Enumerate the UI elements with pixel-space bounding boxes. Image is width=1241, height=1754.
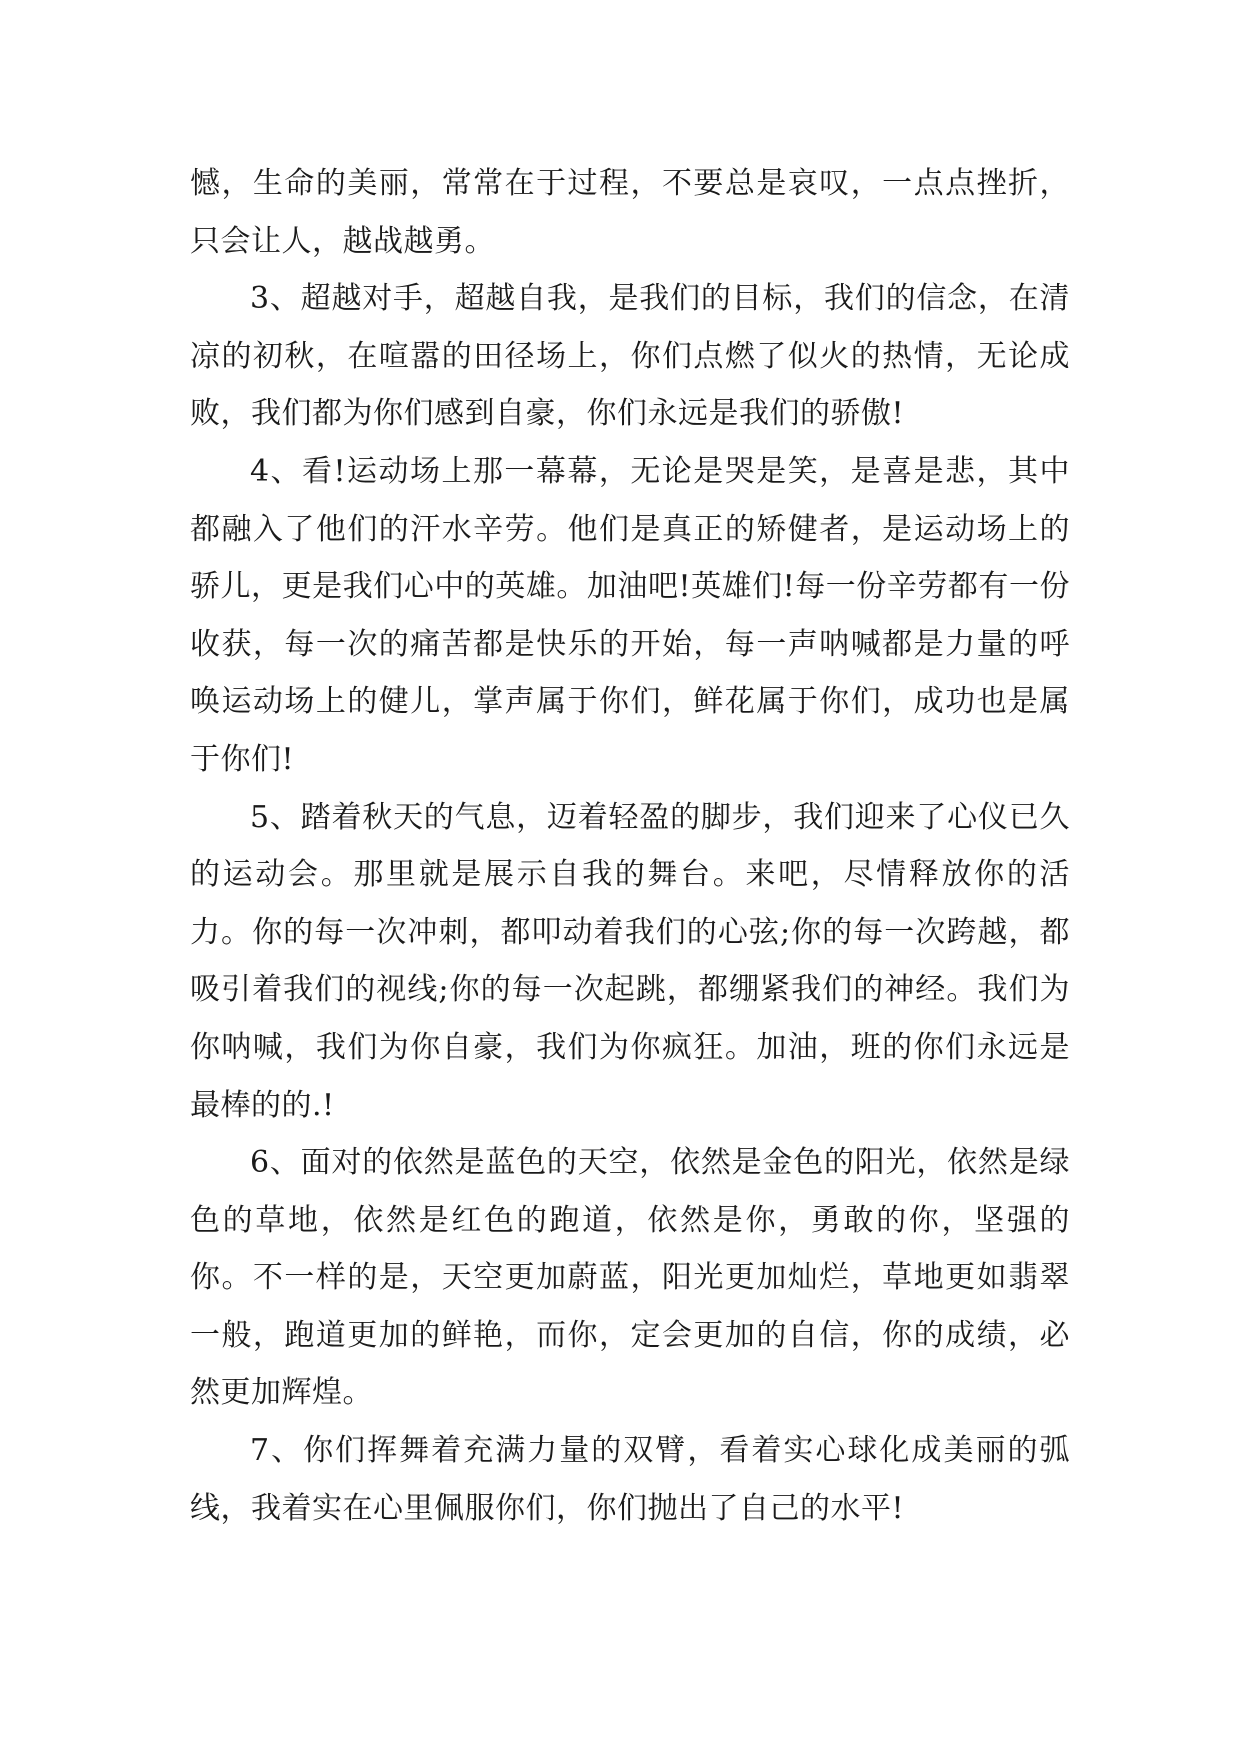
paragraph-continuation: 憾，生命的美丽，常常在于过程，不要总是哀叹，一点点挫折，只会让人，越战越勇。 — [190, 166, 1070, 259]
document-body — [190, 155, 1070, 1537]
paragraph-3: 3、超越对手，超越自我，是我们的目标，我们的信念，在清凉的初秋，在喧嚣的田径场上，你们点燃了似火的热情，无论成败，我们都为你们感到自豪，你们永远是我们的骄傲! — [190, 281, 1070, 432]
paragraph-4: 4、看!运动场上那一幕幕，无论是哭是笑，是喜是悲，其中都融入了他们的汗水辛劳。他们是真正的矫健者，是运动场上的骄儿，更是我们心中的英雄。加油吧!英雄们!每一份辛劳都有一份收获，每一次的痛苦都是快乐的开始，每一声呐喊都是力量的呼唤运动场上的健儿，掌声属于你们，鲜花属于你们，成功也是属于你们! — [190, 453, 1070, 777]
paragraph-7: 7、你们挥舞着充满力量的双臂，看着实心球化成美丽的弧线，我着实在心里佩服你们，你们抛出了自己的水平! — [190, 1433, 1070, 1526]
paragraph-5: 5、踏着秋天的气息，迈着轻盈的脚步，我们迎来了心仪已久的运动会。那里就是展示自我的舞台。来吧，尽情释放你的活力。你的每一次冲刺，都叩动着我们的心弦;你的每一次跨越，都吸引着我们的视线;你的每一次起跳，都绷紧我们的神经。我们为你呐喊，我们为你自豪，我们为你疯狂。加油，班的你们永远是最棒的的.! — [190, 799, 1070, 1123]
paragraph-6: 6、面对的依然是蓝色的天空，依然是金色的阳光，依然是绿色的草地，依然是红色的跑道，依然是你，勇敢的你，坚强的你。不一样的是，天空更加蔚蓝，阳光更加灿烂，草地更如翡翠一般，跑道更加的鲜艳，而你，定会更加的自信，你的成绩，必然更加辉煌。 — [190, 1145, 1070, 1411]
